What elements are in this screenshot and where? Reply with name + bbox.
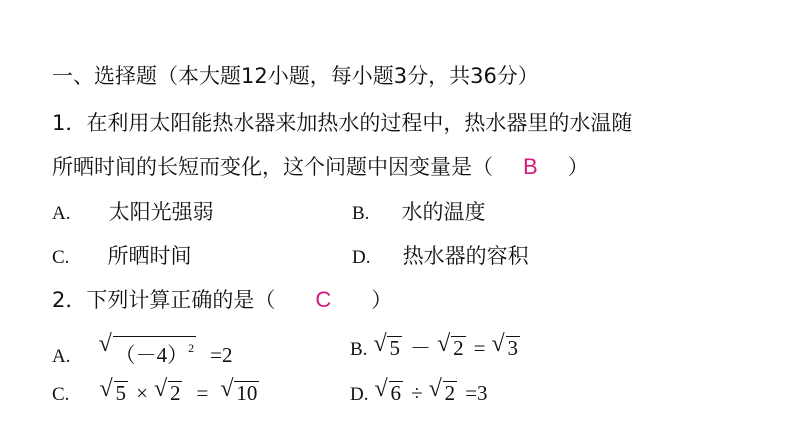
q2-option-d-radical-2 bbox=[429, 378, 458, 407]
sqrt-icon: √ bbox=[428, 376, 442, 402]
q2-option-d-radical-1 bbox=[375, 378, 404, 407]
q2-option-a-radical bbox=[99, 333, 197, 369]
q2-option-d-radicand-2: 2 bbox=[444, 381, 456, 405]
q2-option-d-label: D. bbox=[350, 384, 369, 405]
sqrt-icon: √ bbox=[99, 376, 113, 402]
sqrt-icon: √ bbox=[220, 376, 234, 402]
q2-option-a bbox=[52, 333, 232, 371]
q2-option-c bbox=[52, 378, 261, 409]
q1-option-b-text: 水的温度 bbox=[401, 200, 486, 224]
q2-option-c-label: C. bbox=[52, 384, 70, 405]
q1-option-a bbox=[52, 198, 214, 228]
q1-close-paren: ） bbox=[567, 155, 589, 179]
q2-option-b-radicand-1: 5 bbox=[389, 336, 400, 360]
q1-option-c bbox=[52, 242, 192, 272]
q2-option-c-equals: = bbox=[196, 381, 209, 405]
q2-option-b-radicand-3: 3 bbox=[507, 336, 519, 360]
q1-option-b-label: B. bbox=[352, 203, 370, 224]
q2-option-b-label: B. bbox=[350, 339, 368, 360]
q2-option-b-equals: = bbox=[473, 336, 486, 360]
q1-option-a-text: 太阳光强弱 bbox=[108, 200, 214, 224]
q2-option-c-radical-1 bbox=[100, 378, 129, 407]
q2-option-b bbox=[350, 333, 522, 364]
q2-option-a-label: A. bbox=[52, 346, 71, 367]
q2-option-d-operator: ÷ bbox=[411, 381, 423, 405]
q2-stem bbox=[52, 286, 392, 314]
q1-option-c-label: C. bbox=[52, 247, 70, 268]
q2-close-paren: ） bbox=[371, 288, 393, 312]
q2-option-a-exponent: 2 bbox=[188, 341, 195, 355]
q1-option-a-label: A. bbox=[52, 203, 71, 224]
q2-option-b-radical-2 bbox=[437, 333, 466, 362]
q1-option-d bbox=[352, 242, 529, 272]
q2-option-a-radicand: （－4） bbox=[114, 343, 189, 367]
q1-stem-line2 bbox=[52, 153, 589, 181]
q2-option-c-radicand-1: 5 bbox=[115, 381, 127, 405]
q1-answer: B bbox=[523, 154, 538, 179]
q1-option-c-text: 所晒时间 bbox=[107, 244, 192, 268]
q2-option-c-radical-3 bbox=[220, 378, 259, 407]
q2-stem-text: 2．下列计算正确的是（ bbox=[52, 288, 276, 312]
sqrt-icon: √ bbox=[437, 331, 451, 357]
sqrt-icon: √ bbox=[153, 376, 168, 402]
q2-option-d-rhs: =3 bbox=[465, 381, 488, 405]
sqrt-icon: √ bbox=[491, 331, 505, 357]
q2-option-c-radicand-2: 2 bbox=[169, 381, 181, 405]
q2-option-b-radicand-2: 2 bbox=[453, 336, 464, 360]
q1-stem-line1: 1．在利用太阳能热水器来加热水的过程中，热水器里的水温随 bbox=[52, 111, 633, 135]
sqrt-icon: √ bbox=[98, 331, 112, 357]
sqrt-icon: √ bbox=[373, 331, 387, 357]
q1-option-d-label: D. bbox=[352, 247, 371, 268]
q2-option-c-radicand-3: 10 bbox=[236, 381, 258, 405]
q2-option-b-operator: － bbox=[410, 336, 432, 360]
section-header: 一、选择题（本大题12小题，每小题3分，共36分） bbox=[52, 64, 539, 88]
q2-option-d-radicand-1: 6 bbox=[390, 381, 402, 405]
q1-option-b bbox=[352, 198, 486, 228]
sqrt-icon: √ bbox=[374, 376, 388, 402]
q2-option-b-radical-3 bbox=[492, 333, 521, 362]
q2-option-c-operator: × bbox=[136, 381, 148, 405]
q2-option-d bbox=[350, 378, 488, 409]
q2-option-c-radical-2 bbox=[154, 378, 183, 407]
q1-option-d-text: 热水器的容积 bbox=[402, 244, 529, 268]
q2-option-a-rhs: =2 bbox=[210, 343, 233, 367]
q2-answer: C bbox=[315, 287, 332, 312]
q1-stem-line2-text: 所晒时间的长短而变化，这个问题中因变量是（ bbox=[52, 155, 493, 179]
q2-option-b-radical-1 bbox=[373, 333, 402, 362]
